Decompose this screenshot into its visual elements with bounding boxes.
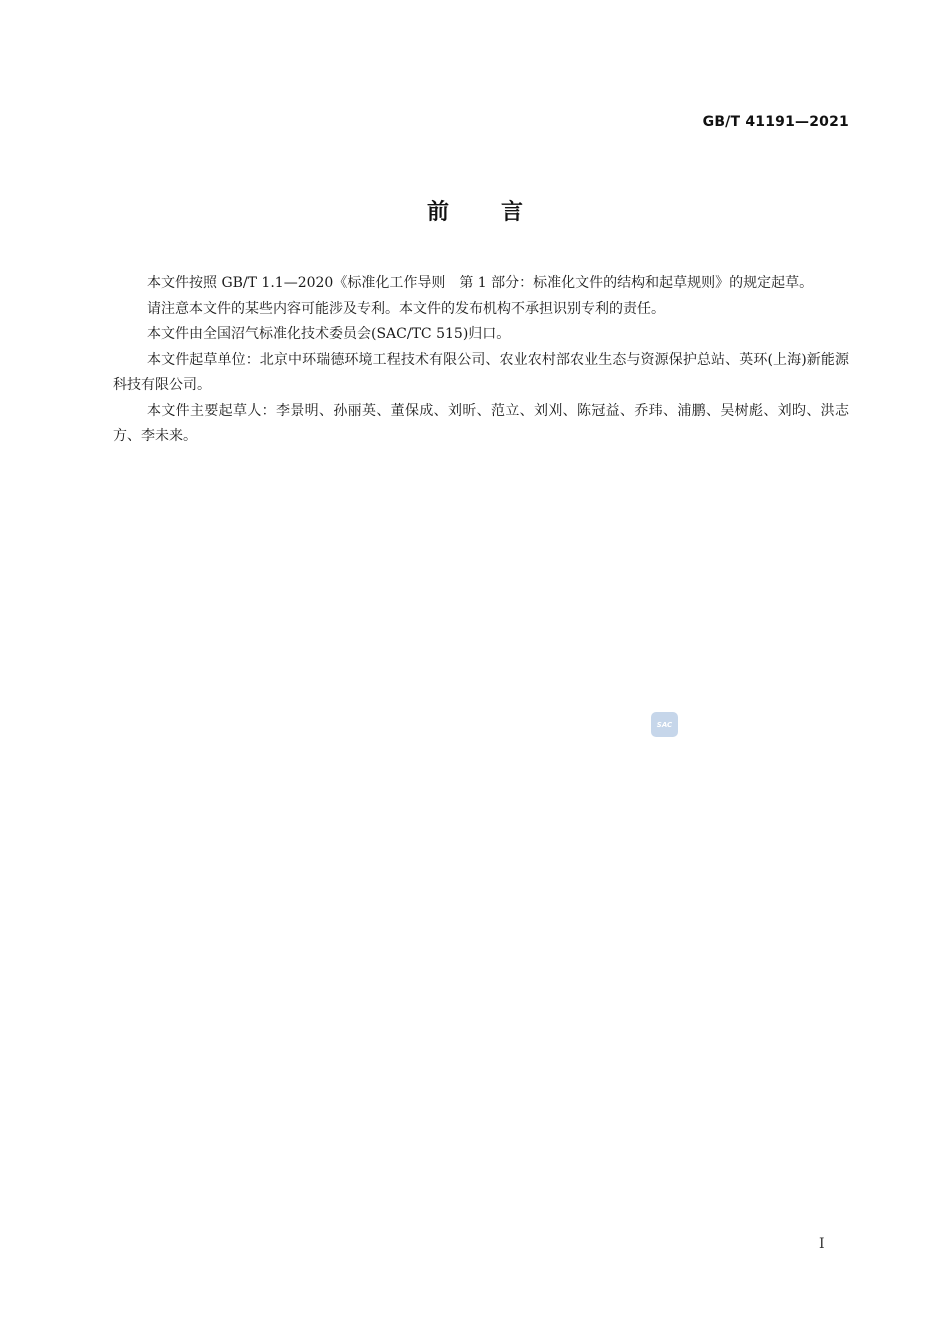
standard-code: GB/T 41191—2021 xyxy=(702,114,849,130)
paragraph-committee: 本文件由全国沼气标准化技术委员会(SAC/TC 515)归口。 xyxy=(147,326,511,342)
paragraph-drafters: 本文件主要起草人：李景明、孙丽英、董保成、刘昕、范立、刘刈、陈冠益、乔玮、浦鹏、吴树彪、刘昀、洪志方、李未来。 xyxy=(113,402,849,444)
paragraph-patent-notice: 请注意本文件的某些内容可能涉及专利。本文件的发布机构不承担识别专利的责任。 xyxy=(147,300,665,317)
page-number: I xyxy=(819,1236,825,1252)
preface-body xyxy=(113,271,849,450)
sac-watermark-logo: SAC xyxy=(651,712,678,737)
page-title: 前言 xyxy=(426,200,575,225)
paragraph-drafting-units: 本文件起草单位：北京中环瑞德环境工程技术有限公司、农业农村部农业生态与资源保护总站、英环(上海)新能源科技有限公司。 xyxy=(113,351,849,393)
paragraph-drafting-rules: 本文件按照 GB/T 1.1—2020《标准化工作导则 第 1 部分：标准化文件的结构和起草规则》的规定起草。 xyxy=(147,275,814,291)
